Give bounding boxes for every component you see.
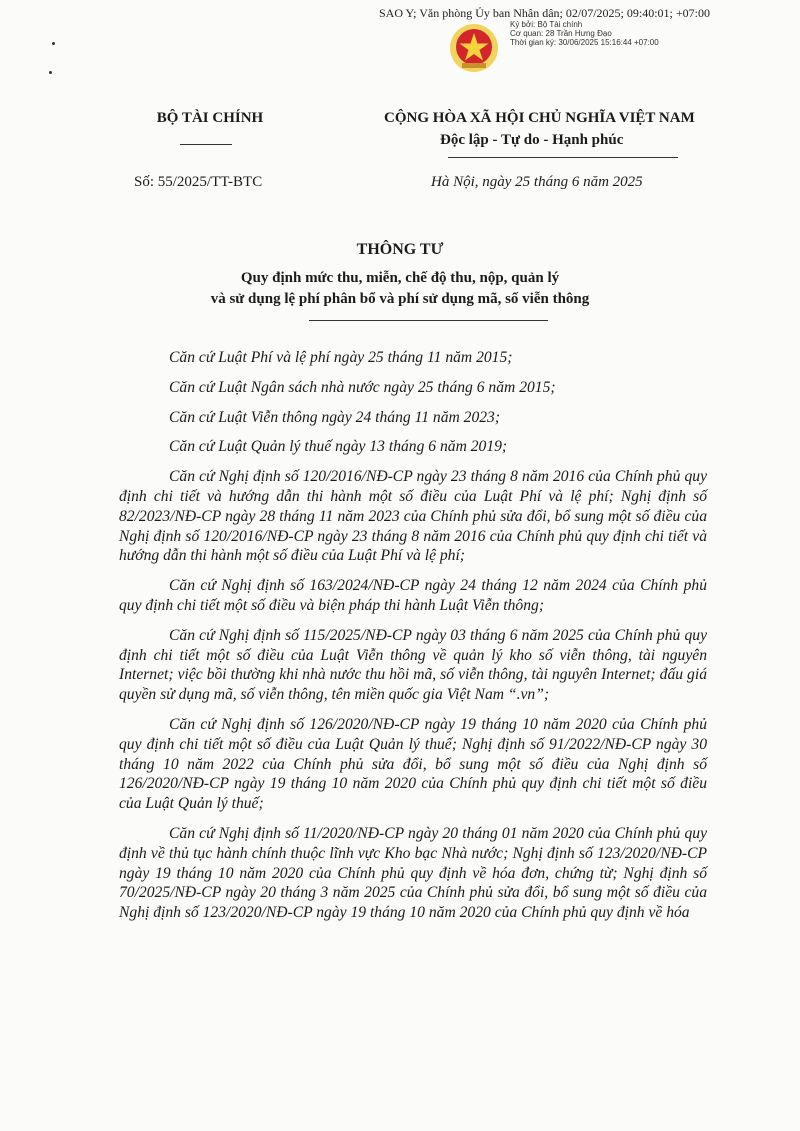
national-emblem-icon <box>448 22 500 74</box>
preamble-paragraph: Căn cứ Luật Viễn thông ngày 24 tháng 11 năm 2023; <box>169 408 501 426</box>
motto-underline <box>448 157 678 158</box>
title-underline <box>309 320 548 321</box>
signature-agency: Cơ quan: 28 Trần Hưng Đạo <box>510 29 612 38</box>
preamble-paragraph: Căn cứ Nghị định số 126/2020/NĐ-CP ngày 19 tháng 10 năm 2020 của Chính phủ quy định chi tiết một số điều của Luật Quản lý thuế; Nghị định số 91/2022/NĐ-CP ngày 30 tháng 10 năm 2022 của Chính phủ sửa đổi, bổ sung một số điều của Nghị định số 126/2020/NĐ-CP ngày 19 tháng 10 năm 2020 của Chính phủ quy định chi tiết một số điều của Luật Quản lý thuế; <box>119 715 707 813</box>
country-name: CỘNG HÒA XÃ HỘI CHỦ NGHĨA VIỆT NAM <box>384 110 695 126</box>
copy-stamp-line: SAO Y; Văn phòng Ủy ban Nhân dân; 02/07/2025; 09:40:01; +07:00 <box>379 6 710 20</box>
preamble-paragraph: Căn cứ Nghị định số 115/2025/NĐ-CP ngày 03 tháng 6 năm 2025 của Chính phủ quy định chi tiết một số điều của Luật Viễn thông về quản lý kho số viễn thông, tài nguyên Internet; việc bồi thường khi nhà nước thu hồi mã, số viễn thông, tài nguyên Internet; đấu giá quyền sử dụng mã, số viễn thông, tên miền quốc gia Việt Nam “.vn”; <box>119 626 707 704</box>
place-and-date: Hà Nội, ngày 25 tháng 6 năm 2025 <box>431 174 643 190</box>
document-type: THÔNG TƯ <box>356 241 444 258</box>
signature-signer: Ký bởi: Bộ Tài chính <box>510 20 583 29</box>
scan-speck <box>52 42 55 45</box>
preamble-paragraph: Căn cứ Luật Ngân sách nhà nước ngày 25 tháng 6 năm 2015; <box>169 378 556 396</box>
preamble-paragraph: Căn cứ Luật Phí và lệ phí ngày 25 tháng 11 năm 2015; <box>169 349 513 366</box>
document-number: Số: 55/2025/TT-BTC <box>134 174 263 190</box>
preamble-paragraph: Căn cứ Nghị định số 120/2016/NĐ-CP ngày 23 tháng 8 năm 2016 của Chính phủ quy định chi tiết và hướng dẫn thi hành một số điều của Luật Phí và lệ phí; Nghị định số 82/2023/NĐ-CP ngày 28 tháng 11 năm 2023 của Chính phủ sửa đổi, bổ sung một số điều của Nghị định số 120/2016/NĐ-CP ngày 23 tháng 8 năm 2016 của Chính phủ quy định chi tiết và hướng dẫn thi hành một số điều của Luật Phí và lệ phí; <box>119 468 707 565</box>
preamble <box>119 348 707 933</box>
subject-line-2: và sử dụng lệ phí phân bổ và phí sử dụng mã, số viễn thông <box>210 291 590 307</box>
national-motto: Độc lập - Tự do - Hạnh phúc <box>440 132 624 148</box>
ministry-underline <box>180 144 232 145</box>
subject-line-1: Quy định mức thu, miễn, chế độ thu, nộp, quản lý <box>240 270 560 286</box>
preamble-paragraph: Căn cứ Luật Quản lý thuế ngày 13 tháng 6 năm 2019; <box>169 438 508 456</box>
preamble-paragraph: Căn cứ Nghị định số 163/2024/NĐ-CP ngày 24 tháng 12 năm 2024 của Chính phủ quy định chi tiết một số điều và biện pháp thi hành Luật Viễn thông; <box>119 577 707 614</box>
preamble-paragraph: Căn cứ Nghị định số 11/2020/NĐ-CP ngày 20 tháng 01 năm 2020 của Chính phủ quy định về thủ tục hành chính thuộc lĩnh vực Kho bạc Nhà nước; Nghị định số 123/2020/NĐ-CP ngày 19 tháng 10 năm 2020 của Chính phủ quy định về hóa đơn, chứng từ; Nghị định số 70/2025/NĐ-CP ngày 20 tháng 3 năm 2025 của Chính phủ sửa đổi, bổ sung một số điều của Nghị định số 123/2020/NĐ-CP ngày 19 tháng 10 năm 2020 của Chính phủ quy định về hóa <box>119 824 707 922</box>
ministry-name: BỘ TÀI CHÍNH <box>156 110 264 126</box>
signature-time: Thời gian ký: 30/06/2025 15:16:44 +07:00 <box>510 38 659 47</box>
scan-speck <box>49 71 52 74</box>
digital-signature-block <box>510 20 659 47</box>
